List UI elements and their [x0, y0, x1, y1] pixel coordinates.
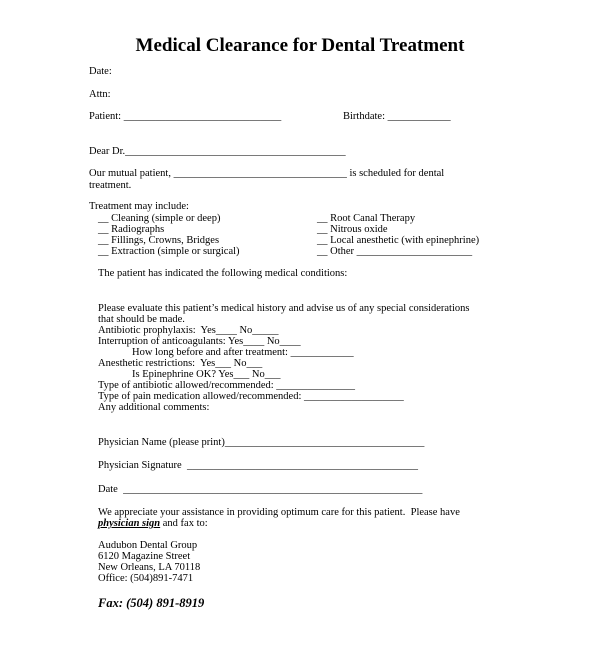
evaluate-line-2: that should be made. — [98, 314, 185, 325]
intro-line-1[interactable]: Our mutual patient, _________________________________ is scheduled for dental — [89, 168, 445, 179]
anesthetic-restrictions-field[interactable]: Anesthetic restrictions: Yes___ No___ — [98, 358, 263, 369]
address-city: New Orleans, LA 70118 — [98, 562, 201, 573]
fax-number: Fax: (504) 891-8919 — [98, 596, 205, 610]
intro-line-2: treatment. — [89, 180, 132, 191]
medical-conditions-label: The patient has indicated the following medical conditions: — [98, 268, 348, 279]
evaluate-line-1: Please evaluate this patient’s medical history and advise us of any special considerations — [98, 303, 470, 314]
anticoagulants-field[interactable]: Interruption of anticoagulants: Yes____ No____ — [98, 336, 301, 347]
patient-field[interactable]: Patient: ______________________________ — [89, 111, 282, 122]
treatment-option-other[interactable]: __ Other ______________________ — [317, 246, 473, 257]
pain-medication-field[interactable]: Type of pain medication allowed/recommended: ___________________ — [98, 391, 404, 402]
physician-sign-emphasis: physician sign — [98, 518, 161, 529]
epinephrine-field[interactable]: Is Epinephrine OK? Yes___ No___ — [132, 369, 281, 380]
treatment-option-radiographs[interactable]: __ Radiographs — [98, 224, 165, 235]
treatment-option-local-anesthetic[interactable]: __ Local anesthetic (with epinephrine) — [317, 235, 480, 246]
physician-name-field[interactable]: Physician Name (please print)______________________________________ — [98, 437, 425, 448]
attn-label: Attn: — [89, 89, 111, 100]
closing-line-2 — [98, 518, 208, 530]
how-long-field[interactable]: How long before and after treatment: ____________ — [132, 347, 354, 358]
address-street: 6120 Magazine Street — [98, 551, 191, 562]
closing-line-2-rest: and fax to: — [160, 518, 208, 529]
date-label: Date: — [89, 66, 112, 77]
treatment-option-extraction[interactable]: __ Extraction (simple or surgical) — [98, 246, 240, 257]
closing-line-1: We appreciate your assistance in providing optimum care for this patient. Please have — [98, 507, 460, 518]
antibiotic-type-field[interactable]: Type of antibiotic allowed/recommended: _______________ — [98, 380, 356, 391]
address-name: Audubon Dental Group — [98, 540, 198, 551]
dear-doctor-field[interactable]: Dear Dr.__________________________________________ — [89, 146, 346, 157]
additional-comments-label: Any additional comments: — [98, 402, 210, 413]
treatment-option-root-canal[interactable]: __ Root Canal Therapy — [317, 213, 416, 224]
office-phone: Office: (504)891-7471 — [98, 573, 194, 584]
birthdate-field[interactable]: Birthdate: ____________ — [343, 111, 451, 122]
physician-signature-field[interactable]: Physician Signature ____________________________________________ — [98, 460, 418, 471]
page-title: Medical Clearance for Dental Treatment — [135, 35, 465, 56]
treatment-option-nitrous[interactable]: __ Nitrous oxide — [317, 224, 388, 235]
signature-date-field[interactable]: Date _________________________________________________________ — [98, 484, 423, 495]
treatment-option-fillings[interactable]: __ Fillings, Crowns, Bridges — [98, 235, 220, 246]
antibiotic-prophylaxis-field[interactable]: Antibiotic prophylaxis: Yes____ No_____ — [98, 325, 279, 336]
treatment-heading: Treatment may include: — [89, 201, 189, 212]
treatment-option-cleaning[interactable]: __ Cleaning (simple or deep) — [98, 213, 221, 224]
